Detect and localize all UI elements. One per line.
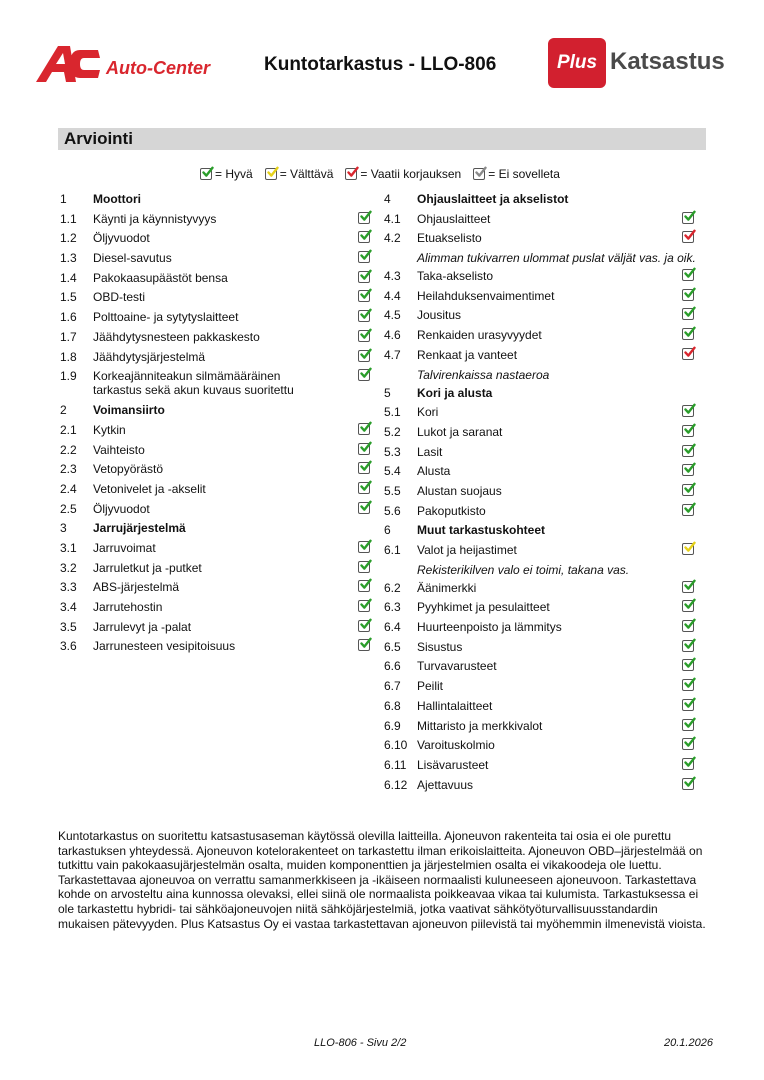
item-label: Jarrunesteen vesipitoisuus [93,639,236,654]
item-label: Valot ja heijastimet [417,543,517,557]
item-number: 2.4 [60,481,77,496]
check-good-icon [682,719,694,731]
item-label: Kori [417,405,439,420]
inspection-item-row [382,445,698,465]
item-label: Jousitus [417,308,462,323]
item-number: 2.3 [60,462,77,477]
check-good-icon [682,600,694,612]
inspection-item-row [382,484,698,504]
disclaimer-text: Kuntotarkastus on suoritettu katsastusaseman käytössä olevilla laitteilla. Ajoneuvon rakenteita tai osia ei ole purettu tarkastuksen yhteydessä. Ajoneuvon kotelorakenteet on tarkastettu ilman erikoislaitteita. Ajoneuvon OBD–järjestelmää on tutkittu vain pakokaasujärjestelmän osalta, muiden komponenttien ja järjestelmien osalta ei vikakoodeja ole luettu. Tarkastettavaa ajoneuvoa on verrattu samanmerkkiseen ja -ikäiseen normaalisti kuluneeseen ajoneuvoon. Tarkastettava kohde on arvosteltu aina kunnossa olevaksi, ellei siinä ole normaalista poikkeavaa vikaa tai kulumista. Tarkastuksessa ei ole tarkastettu hybridi- tai sähköajoneuvojen niitä sähköjärjestelmiä, jotka vaativat sähkötyöturvallisuusstandardin mukaisen pätevyyden. Plus Katsastus Oy ei vastaa tarkastettavan ajoneuvon piilevistä tai myöhemmin ilmenevistä vioista. [58,829,706,931]
check-good-icon [200,168,212,180]
inspection-item-row [382,328,698,348]
item-number: 6.11 [384,757,407,772]
section-heading-row [382,523,698,543]
item-label: Sisustus [417,639,463,654]
section-header [58,128,706,150]
inspection-item-row [382,640,698,660]
section-heading-row [58,403,376,423]
item-number: 2.1 [60,422,77,437]
check-good-icon [358,462,370,474]
check-good-icon [358,423,370,435]
inspection-item-row [382,758,698,778]
item-number: 1.6 [60,310,77,325]
item-number: 1.4 [60,270,77,285]
check-na-icon [473,168,485,180]
left-column [58,192,376,659]
legend-item-ok [265,167,334,181]
check-good-icon [358,251,370,263]
inspection-item-row [382,425,698,445]
inspection-item-row [382,348,698,368]
item-number: 1 [60,192,67,206]
item-number: 3.5 [60,619,77,634]
item-number: 6.3 [384,600,401,615]
item-label: Jarrujärjestelmä [93,521,186,536]
inspection-item-row [58,251,376,271]
item-label: Käynti ja käynnistyvyys [93,211,217,226]
document-date: 20.1.2026 [664,1037,713,1049]
item-label: Jarruletkut ja -putket [93,560,202,575]
inspection-item-row [382,620,698,640]
item-label: Äänimerkki [417,580,477,595]
item-label: Jarrutehostin [93,600,163,615]
check-good-icon [682,581,694,593]
item-number: 4.3 [384,269,401,284]
item-number: 3 [60,521,67,536]
auto-center-logo [36,44,226,84]
item-label: Etuakselisto [417,231,482,246]
item-number: 4 [384,192,391,206]
check-good-icon [358,310,370,322]
page-header [0,0,764,110]
item-number: 2.5 [60,501,77,516]
item-label: Heilahduksenvaimentimet [417,288,555,303]
check-good-icon [682,758,694,770]
check-good-icon [682,328,694,340]
check-good-icon [358,620,370,632]
inspection-item-row [382,289,698,309]
item-number: 6.8 [384,698,401,713]
item-label: Vaihteisto [93,442,145,457]
item-number: 2 [60,403,67,418]
inspection-item-row [58,561,376,581]
check-good-icon [682,699,694,711]
item-label: Muut tarkastuskohteet [417,523,546,538]
plus-logo-badge: Plus [548,38,606,88]
check-good-icon [682,738,694,750]
inspection-item-row [58,443,376,463]
inspection-item-row [382,738,698,758]
inspection-item-row [58,350,376,370]
item-label: Ohjauslaitteet ja akselistot [417,192,569,206]
check-good-icon [358,600,370,612]
item-label: Kytkin [93,422,126,437]
check-good-icon [682,679,694,691]
check-good-icon [358,502,370,514]
inspection-item-row [58,330,376,350]
item-number: 5.2 [384,424,401,439]
item-number: 5.6 [384,503,401,518]
item-number: 5.1 [384,405,401,420]
inspection-item-row [382,464,698,484]
check-good-icon [358,482,370,494]
plus-logo-text: Katsastus [610,48,725,75]
item-label: Korkeajänniteakun silmämääräinen tarkastus sekä akun kuvaus suoritettu [93,369,294,398]
check-good-icon [682,640,694,652]
item-number: 6.1 [384,543,401,557]
inspection-item-row [58,639,376,659]
item-label: Voimansiirto [93,403,165,418]
item-label: Turvavarusteet [417,659,497,674]
legend-label: = Hyvä [215,167,253,181]
item-number: 6.10 [384,738,408,753]
item-number: 5.5 [384,483,401,498]
item-number: 1.3 [60,251,77,266]
item-label: Mittaristo ja merkkivalot [417,718,543,733]
item-label: Öljyvuodot [93,231,150,246]
remark-text: Rekisterikilven valo ei toimi, takana vas. [417,562,630,577]
check-good-icon [682,484,694,496]
section-heading-row [382,386,698,406]
item-number: 3.1 [60,541,77,555]
item-number: 6.4 [384,620,401,635]
check-ok-icon [682,543,694,555]
inspection-item-row [382,269,698,289]
item-label: Jarrulevyt ja -palat [93,619,192,634]
item-number: 5.3 [384,444,401,459]
item-number: 6.12 [384,777,408,792]
item-number: 1.5 [60,290,77,305]
inspection-item-row [382,405,698,425]
item-number: 6.9 [384,718,401,733]
item-label: Jarruvoimat [93,541,156,555]
remark-text: Alimman tukivarren ulommat puslat väljät vas. ja oik. [417,251,696,266]
check-good-icon [682,269,694,281]
status-legend [200,167,572,181]
legend-item-na [473,167,560,181]
check-good-icon [682,464,694,476]
check-ok-icon [265,168,277,180]
check-good-icon [358,212,370,224]
check-good-icon [358,561,370,573]
item-number: 6.7 [384,679,401,694]
inspection-item-row [58,541,376,561]
legend-item-repair [345,167,461,181]
item-label: Lisävarusteet [417,757,489,772]
inspection-item-row [382,600,698,620]
item-number: 2.2 [60,442,77,457]
item-label: Alusta [417,464,451,479]
item-label: Taka-akselisto [417,269,494,284]
item-number: 1.7 [60,329,77,344]
item-label: Vetonivelet ja -akselit [93,481,206,496]
item-number: 6.2 [384,580,401,595]
inspection-item-row [382,581,698,601]
right-column [382,192,698,797]
check-good-icon [682,445,694,457]
check-repair-icon [682,231,694,243]
check-good-icon [682,425,694,437]
check-good-icon [682,405,694,417]
item-label: Renkaat ja vanteet [417,347,518,362]
inspection-item-row [58,231,376,251]
inspection-item-row [58,600,376,620]
remark-row [382,563,698,581]
check-good-icon [682,504,694,516]
item-number: 6 [384,523,391,538]
item-label: Hallintalaitteet [417,698,493,713]
item-label: Ohjauslaitteet [417,211,491,226]
check-good-icon [358,290,370,302]
check-good-icon [358,443,370,455]
item-label: OBD-testi [93,290,146,305]
item-number: 4.2 [384,231,401,246]
inspection-item-row [382,504,698,524]
inspection-item-row [382,699,698,719]
inspection-item-row [382,679,698,699]
item-number: 6.5 [384,639,401,654]
item-number: 3.6 [60,639,77,654]
item-label: Varoituskolmio [417,738,495,753]
check-repair-icon [682,348,694,360]
check-good-icon [358,369,370,381]
item-label: Pyyhkimet ja pesulaitteet [417,600,550,615]
check-good-icon [358,541,370,553]
item-label: Peilit [417,679,444,694]
item-number: 4.5 [384,308,401,323]
inspection-item-row [58,502,376,522]
check-good-icon [682,308,694,320]
inspection-item-row [58,310,376,330]
inspection-item-row [58,369,376,403]
inspection-item-row [382,212,698,232]
item-label: Öljyvuodot [93,501,150,516]
item-label: Lukot ja saranat [417,424,503,439]
page-title: Kuntotarkastus - LLO-806 [264,54,497,75]
plus-katsastus-logo [548,38,728,88]
legend-item-good [200,167,253,181]
check-good-icon [682,620,694,632]
item-label: Lasit [417,444,443,459]
check-good-icon [358,350,370,362]
inspection-item-row [58,580,376,600]
item-label: Diesel-savutus [93,251,172,266]
auto-center-logo-text: Auto-Center [106,58,210,78]
item-label: Moottori [93,192,141,206]
inspection-item-row [58,271,376,291]
check-good-icon [682,289,694,301]
legend-label: = Ei sovelleta [488,167,560,181]
item-number: 4.1 [384,211,401,226]
item-number: 1.1 [60,211,77,226]
inspection-item-row [58,212,376,232]
item-number: 4.4 [384,288,401,303]
remark-row [382,251,698,269]
item-label: Vetopyörästö [93,462,164,477]
check-good-icon [358,330,370,342]
item-label: Renkaiden urasyvyydet [417,328,542,343]
item-label: Jäähdytysjärjestelmä [93,349,206,364]
item-label: Huurteenpoisto ja lämmitys [417,620,562,635]
inspection-item-row [382,659,698,679]
item-number: 3.2 [60,560,77,575]
item-number: 4.6 [384,328,401,343]
item-number: 3.4 [60,600,77,615]
item-label: Polttoaine- ja sytytyslaitteet [93,310,239,325]
item-number: 4.7 [384,347,401,362]
inspection-item-row [382,719,698,739]
inspection-item-row [382,231,698,251]
section-heading-row [58,192,376,212]
section-title: Arviointi [64,129,133,148]
item-label: Pakoputkisto [417,503,486,518]
inspection-item-row [58,290,376,310]
check-good-icon [682,212,694,224]
item-number: 3.3 [60,580,77,595]
item-label: Ajettavuus [417,777,474,792]
check-good-icon [358,580,370,592]
check-good-icon [358,639,370,651]
legend-label: = Vaatii korjauksen [360,167,462,181]
item-number: 5.4 [384,464,401,479]
check-good-icon [682,778,694,790]
inspection-item-row [58,482,376,502]
section-heading-row [58,521,376,541]
check-good-icon [358,271,370,283]
check-good-icon [682,659,694,671]
item-number: 5 [384,385,391,400]
inspection-item-row [382,778,698,798]
remark-row [382,368,698,386]
item-number: 6.6 [384,659,401,674]
item-label: Jäähdytysnesteen pakkaskesto [93,329,260,344]
item-number: 1.9 [60,369,77,384]
item-number: 1.2 [60,231,77,246]
page-number: LLO-806 - Sivu 2/2 [314,1037,407,1049]
legend-label: = Välttävä [279,167,334,181]
inspection-item-row [382,543,698,563]
inspection-item-row [58,423,376,443]
remark-text: Talvirenkaissa nastaeroa [417,367,550,382]
section-heading-row [382,192,698,212]
item-label: Pakokaasupäästöt bensa [93,270,228,285]
inspection-item-row [58,462,376,482]
item-number: 1.8 [60,349,77,364]
item-label: Alustan suojaus [417,483,502,498]
item-label: Kori ja alusta [417,385,493,400]
check-good-icon [358,231,370,243]
inspection-item-row [58,620,376,640]
check-repair-icon [345,168,357,180]
item-label: ABS-järjestelmä [93,580,180,595]
inspection-item-row [382,308,698,328]
